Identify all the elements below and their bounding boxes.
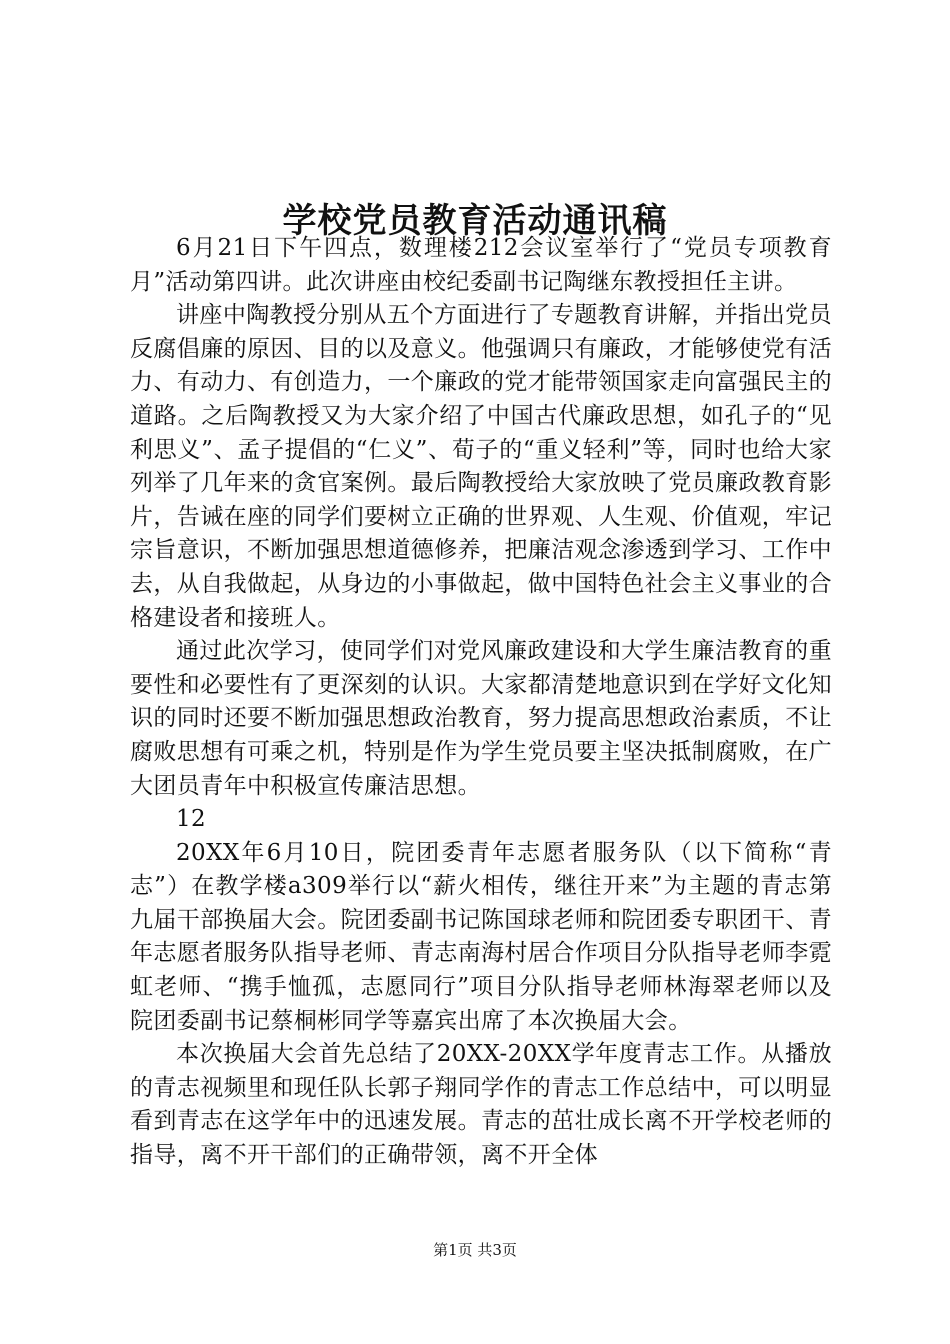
paragraph: 20XX年6月10日，院团委青年志愿者服务队（以下简称“青志”）在教学楼a309举行以“薪火相传，继往开来”为主题的青志第九届干部换届大会。院团委副书记陈国球老师和院团委专职团干、青年志愿者服务队指导老师、青志南海村居合作项目分队指导老师李霓虹老师、“携手恤孤，志愿同行”项目分队指导老师林海翠老师以及院团委副书记蔡桐彬同学等嘉宾出席了本次换届大会。	[130, 839, 832, 1034]
paragraph: 讲座中陶教授分别从五个方面进行了专题教育讲解，并指出党员反腐倡廉的原因、目的以及意义。他强调只有廉政，才能够使党有活力、有动力、有创造力，一个廉政的党才能带领国家走向富强民主的道路。之后陶教授又为大家介绍了中国古代廉政思想，如孔子的“见利思义”、孟子提倡的“仁义”、荀子的“重义轻利”等，同时也给大家列举了几年来的贪官案例。最后陶教授给大家放映了党员廉政教育影片，告诫在座的同学们要树立正确的世界观、人生观、价值观，牢记宗旨意识，不断加强思想道德修养，把廉洁观念渗透到学习、工作中去，从自我做起，从身边的小事做起，做中国特色社会主义事业的合格建设者和接班人。	[130, 302, 832, 631]
paragraph: 通过此次学习，使同学们对党风廉政建设和大学生廉洁教育的重要性和必要性有了更深刻的认识。大家都清楚地意识到在学好文化知识的同时还要不断加强思想政治教育，努力提高思想政治素质，不让腐败思想有可乘之机，特别是作为学生党员要主坚决抵制腐败，在广大团员青年中积极宣传廉洁思想。	[130, 638, 832, 799]
document-title: 学校党员教育活动通讯稿	[282, 200, 668, 241]
paragraph-number: 12	[176, 806, 207, 833]
page-number: 第1页 共3页	[433, 1241, 517, 1259]
paragraph: 6月21日下午四点，数理楼212会议室举行了“党员专项教育月”活动第四讲。此次讲座由校纪委副书记陶继东教授担任主讲。	[130, 235, 832, 295]
document-body	[130, 232, 832, 1173]
paragraph: 本次换届大会首先总结了20XX-20XX学年度青志工作。从播放的青志视频里和现任队长郭子翔同学作的青志工作总结中，可以明显看到青志在这学年中的迅速发展。青志的茁壮成长离不开学校老师的指导，离不开干部们的正确带领，离不开全体	[130, 1041, 832, 1169]
